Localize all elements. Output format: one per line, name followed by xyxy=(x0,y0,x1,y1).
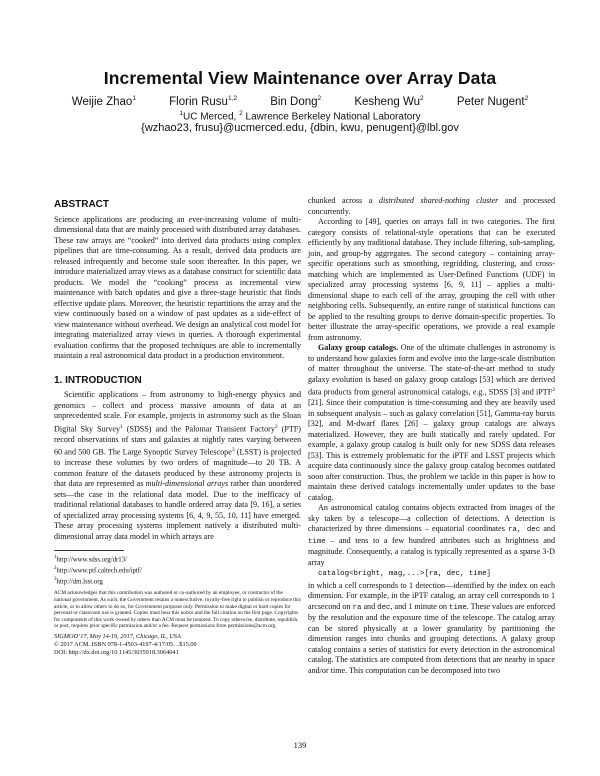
left-column xyxy=(54,200,301,657)
author-affiliation-mark: 1 xyxy=(132,95,136,102)
isbn: © 2017 ACM. ISBN 978-1-4503-4197-4/17/05…$15.00 xyxy=(54,640,197,648)
copyright-notice: ACM acknowledges that this contribution was authored or co-authored by an employee, or contractor of the national government. As such, the Government retains a nonexclusive, royalty-free right to publish or reproduce this article, or to allow others to do so, for Government purposes only. Permission to make digital or hard copies for personal or classroom use is granted. Copies must bear this notice and the full citation on the first page. Copyrights for components of this work owned by others than ACM must be honored. To copy otherwise, distribute, republish, or post, requires prior specific permission and/or a fee. Request permissions from permissions@acm.org. xyxy=(54,590,301,630)
author-name: Kesheng Wu xyxy=(354,95,420,108)
footnote: $^2$http://www.ptf.caltech.edu/iptf/ xyxy=(54,566,142,575)
paper-title: Incremental View Maintenance over Array Data xyxy=(103,68,497,88)
intro-paragraph: Scientific applications – from astronomy to high-energy physics and genomics – collect and process massive amounts of data at an unprecedented scale. For example, projects in astronomy such as the Sloan Digital Sky Survey$^1$ (SDSS) and the Palomar Transient Factory$^2$ (PTF) record observations of stars and galaxies at nightly rates varying between 60 and 500 GB. The Large Synoptic Survey Telescope$^3$ (LSST) is projected to increase these volumes by two orders of magnitude—to 20 TB. A common feature of the datasets produced by these astronomy projects is that data are represented as multi-dimensional arrays rather than unordered sets—the case in the relational data model. Due to the inefficacy of traditional relational databases to handle ordered array data [9, 16], a series of specialized array processing systems [6, 4, 9, 55, 10, 11] have emerged. These array processing systems implement natively a distributed multi-dimensional array data model in which arrays are xyxy=(54,390,302,541)
author-affiliation-mark: 2 xyxy=(419,95,424,102)
author-name: Bin Dong xyxy=(270,95,318,108)
footnote: $^3$http://dm.lsst.org xyxy=(54,576,103,585)
footnote: $^1$http://www.sdss.org/dr13/ xyxy=(54,555,127,564)
author-affiliation-mark: 2 xyxy=(317,95,322,102)
footnote-rule xyxy=(54,550,124,551)
conference-name: SIGMOD’17, May 14-19, 2017, Chicago, IL, USA xyxy=(54,632,181,640)
conference-info xyxy=(54,633,301,641)
author xyxy=(457,95,528,108)
paragraph: chunked across a distributed shared-nothing cluster and processed concurrently. xyxy=(308,196,555,216)
paragraph: An astronomical catalog contains objects extracted from images of the sky taken by a telescope—a collection of detections. A detection is characterized by three dimensions – equatorial coordinates ra, dec and time – and tens to a few hundred attributes such as brightness and magnitude. Consequently, a catalog is typically represented as a sparse 3-D array xyxy=(308,503,556,567)
author-affiliation-mark: 2 xyxy=(524,95,529,102)
code-snippet: catalog<bright, mag,...>[ra, dec, time] xyxy=(318,570,491,579)
affiliation-mark: 1 xyxy=(179,110,183,117)
footnote-ref[interactable]: 2 xyxy=(552,387,555,393)
footnote-link[interactable]: http://dm.lsst.org xyxy=(56,577,103,585)
affiliations xyxy=(0,110,600,122)
author-affiliation-mark: 1,2 xyxy=(227,95,237,102)
affiliation-mark: 2 xyxy=(239,110,243,117)
paragraph: According to [49], queries on arrays fall in two categories. The first category consists of relational-style operations that can be executed efficiently by any traditional database. They include filtering, sub-sampling, join, and group-by aggregates. The second category – containing array-specific operations such as smoothing, regridding, clustering, and cross-matching which are implemented as User-Defined Functions (UDF) in specialized array processing systems [6, 9, 11] – applies a multi-dimensional shape to each cell of the array, grouping the cell with other neighboring cells. Subsequently, an entire range of statistical functions can be applied to the resulting groups to derive domain-specific properties. To better illustrate the array-specific operations, we provide a real example from astronomy. xyxy=(308,217,555,342)
footnote-link[interactable]: http://www.ptf.caltech.edu/iptf/ xyxy=(56,567,142,575)
introduction-heading: 1. INTRODUCTION xyxy=(54,374,142,386)
footnote-ref[interactable]: 2 xyxy=(274,423,278,430)
footnote-ref[interactable]: 1 xyxy=(120,423,123,430)
footnote-link[interactable]: http://www.sdss.org/dr13/ xyxy=(56,556,127,564)
author xyxy=(270,95,321,108)
doi-link[interactable]: DOI: http://dx.doi.org/10.1145/3035918.3064041 xyxy=(54,648,179,656)
paragraph: in which a cell corresponds to 1 detection—identified by the index on each dimension. For example, in the iPTF catalog, an array cell corresponds to 1 arcsecond on ra and dec, and 1 minute on time. These values are enforced by the resolution and the exposure time of the telescope. The catalog array can be stored physically at a lower granularity by partitioning the dimension ranges into chunks and grouping detections. A galaxy group catalog contains a series of statistics for every detection in the astronomical catalog. The statistics are computed from detections that are nearby in space and/or time. This computation can be decomposed into two xyxy=(308,580,555,675)
author-name: Weijie Zhao xyxy=(71,95,133,108)
affiliation-text: Lawrence Berkeley National Laboratory xyxy=(242,111,421,123)
footnote-ref[interactable]: 3 xyxy=(231,447,235,454)
author xyxy=(354,95,423,108)
affiliation-text: UC Merced, xyxy=(182,111,240,123)
author-name: Florin Rusu xyxy=(169,95,228,108)
author xyxy=(72,95,136,108)
author-name: Peter Nugent xyxy=(456,95,525,108)
author xyxy=(169,95,237,108)
run-in-heading: Galaxy group catalogs. xyxy=(318,343,399,352)
author-emails: {wzhao23, frusu}@ucmerced.edu, {dbin, kwu, penugent}@lbl.gov xyxy=(141,122,459,134)
paragraph: Galaxy group catalogs. One of the ultimate challenges in astronomy is to understand how galaxies form and evolve into the large-scale distribution of matter throughout the universe. The state-of-the-art method to study galaxy evolution is based on galaxy group catalogs [53] which are derived data products from general astronomical catalogs, e.g., SDSS [3] and iPTF$^2$ [21]. Since their computation is time-consuming and they are heavily used in subsequent analysis – such as galaxy correlation [51], Gamma-ray bursts [32], and M-dwarf flares [26] – galaxy group catalogs are always materialized. However, they are built statically and rarely updated. For example, a galaxy group catalog is built only for new SDSS data releases [53]. This is extremely problematic for the iPTF and LSST projects which acquire data continuously since the galaxy group catalog becomes outdated soon after construction. Thus, the problem we tackle in this paper is how to maintain these derived catalogs incrementally under updates to the base catalog. xyxy=(308,343,555,502)
page-number: 139 xyxy=(293,740,307,750)
right-column xyxy=(308,196,555,676)
abstract-text: Science applications are producing an ever-increasing volume of multi-dimensional data that are mainly processed with distributed array databases. These raw arrays are “cooked” into derived data products using complex pipelines that are time-consuming. As a result, derived data products are released infrequently and become stale soon thereafter. In this paper, we introduce materialized array views as a database construct for scientific data products. We model the “cooking” process as incremental view maintenance with batch updates and give a three-stage heuristic that finds effective update plans. Moreover, the heuristic repartitions the array and the view continuously based on a window of past updates as a side-effect of view maintenance without overhead. We design an analytical cost model for integrating materialized array views in queries. A thorough experimental evaluation confirms that the proposed techniques are able to incrementally maintain a real astronomical data product in a production environment. xyxy=(54,214,301,360)
abstract-heading: ABSTRACT xyxy=(54,199,109,210)
author-list xyxy=(0,95,600,108)
